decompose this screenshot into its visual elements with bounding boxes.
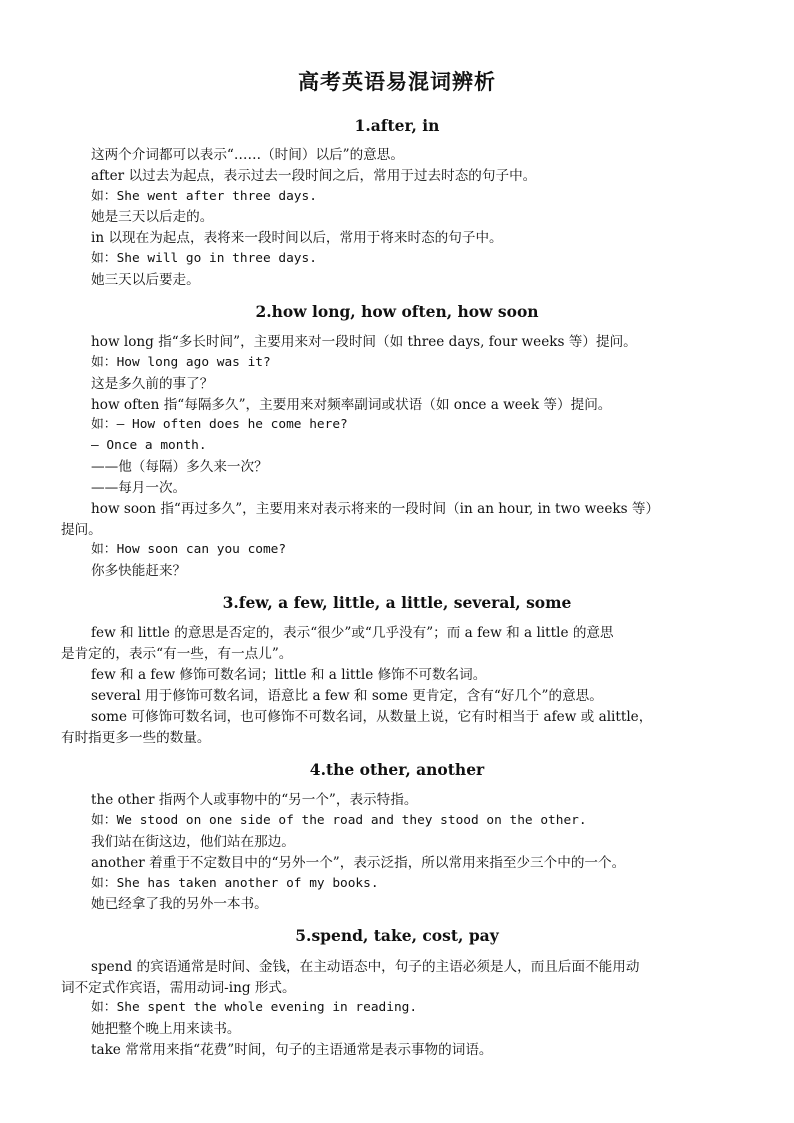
example-sentence: 如：She went after three days. [91,189,317,204]
paragraph-line: few 和 little 的意思是否定的，表示“很少”或“几乎没有”；而 a few 和 a little 的意思 [91,625,614,641]
section-heading-5: 5.spend, take, cost, pay [295,926,499,945]
example-translation: 她是三天以后走的。 [91,209,214,225]
example-sentence: 如：How soon can you come? [91,542,287,557]
example-sentence: 如：We stood on one side of the road and they stood on the other. [91,813,587,828]
paragraph-line: several 用于修饰可数名词，语意比 a few 和 some 更肯定，含有“好几个”的意思。 [91,688,603,704]
example-translation: 我们站在街这边，他们站在那边。 [91,834,295,850]
paragraph-line: 提问。 [61,522,102,538]
paragraph-line: 是肯定的，表示“有一些，有一点儿”。 [61,646,293,662]
paragraph-line: 词不定式作宾语，需用动词-ing 形式。 [61,980,296,996]
example-translation: ——他（每隔）多久来一次？ [91,459,268,475]
example-translation: 她已经拿了我的另外一本书。 [91,896,268,912]
example-sentence: — Once a month. [91,438,207,453]
paragraph-line: how often 指“每隔多久”，主要用来对频率副词或状语（如 once a week 等）提问。 [91,397,612,413]
section-heading-1: 1.after, in [354,116,440,135]
paragraph-line: the other 指两个人或事物中的“另一个”，表示特指。 [91,792,418,808]
document-title: 高考英语易混词辨析 [298,70,496,94]
paragraph-line: how soon 指“再过多久”，主要用来对表示将来的一段时间（in an hour, in two weeks 等） [91,501,660,517]
paragraph-line: take 常常用来指“花费”时间，句子的主语通常是表示事物的词语。 [91,1042,493,1058]
example-translation: 她把整个晚上用来读书。 [91,1021,241,1037]
paragraph-line: how long 指“多长时间”，主要用来对一段时间（如 three days, four weeks 等）提问。 [91,334,637,350]
example-sentence: 如：She will go in three days. [91,251,317,266]
example-translation: 她三天以后要走。 [91,272,200,288]
example-sentence: 如：She has taken another of my books. [91,876,379,891]
paragraph-line: 这两个介词都可以表示“……（时间）以后”的意思。 [91,147,404,163]
paragraph-line: some 可修饰可数名词，也可修饰不可数名词，从数量上说，它有时相当于 afew 或 alittle， [91,709,653,725]
paragraph-line: after 以过去为起点，表示过去一段时间之后，常用于过去时态的句子中。 [91,168,537,184]
example-sentence: 如：— How often does he come here? [91,417,348,432]
section-heading-3: 3.few, a few, little, a little, several, some [222,593,572,612]
paragraph-line: in 以现在为起点，表将来一段时间以后，常用于将来时态的句子中。 [91,230,503,246]
example-sentence: 如：She spent the whole evening in reading. [91,1000,418,1015]
example-translation: 这是多久前的事了？ [91,376,214,392]
section-heading-4: 4.the other, another [309,760,485,779]
section-heading-2: 2.how long, how often, how soon [255,302,539,321]
example-translation: ——每月一次。 [91,480,187,496]
paragraph-line: 有时指更多一些的数量。 [61,730,211,746]
example-sentence: 如：How long ago was it? [91,355,271,370]
example-translation: 你多快能赶来？ [91,563,187,579]
paragraph-line: another 着重于不定数目中的“另外一个”，表示泛指，所以常用来指至少三个中的一个。 [91,855,626,871]
paragraph-line: few 和 a few 修饰可数名词；little 和 a little 修饰不可数名词。 [91,667,487,683]
paragraph-line: spend 的宾语通常是时间、金钱，在主动语态中，句子的主语必须是人，而且后面不能用动 [91,959,640,975]
